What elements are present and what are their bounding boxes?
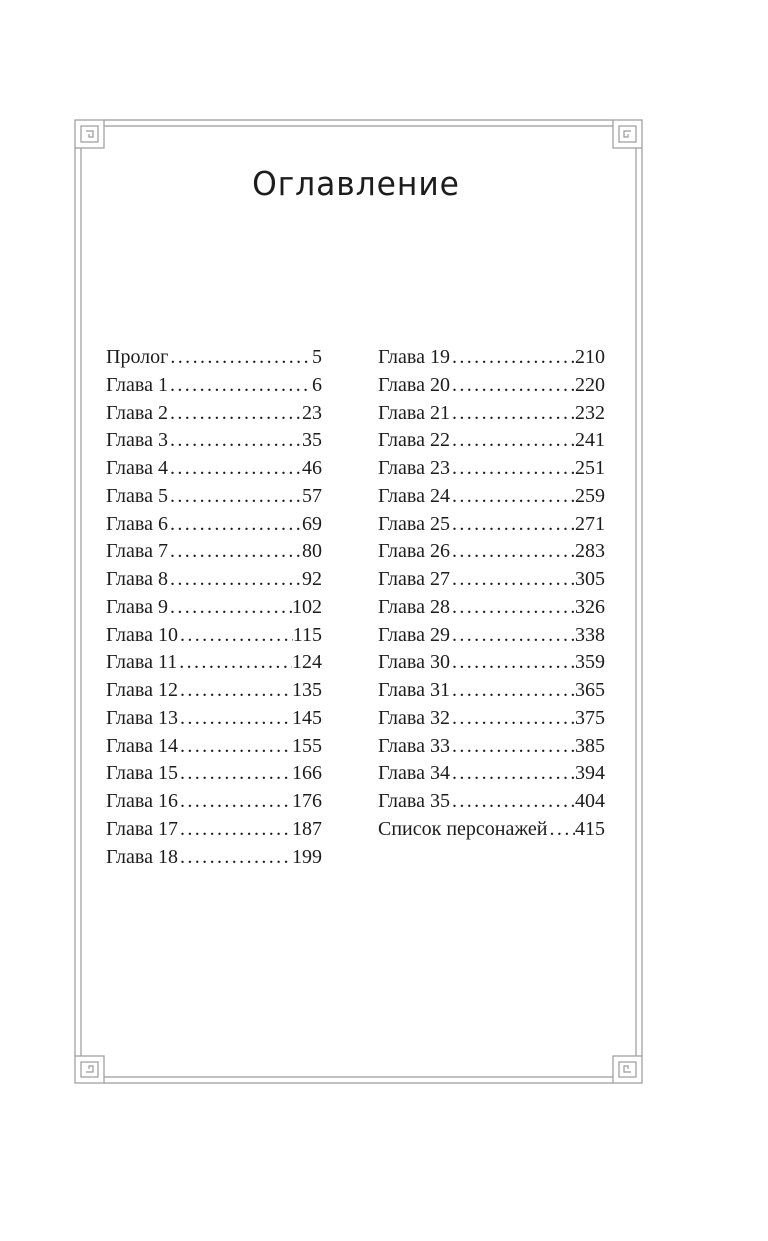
toc-entry-label: Глава 1 bbox=[106, 373, 168, 396]
toc-dot-leader bbox=[450, 455, 575, 483]
toc-entry bbox=[378, 483, 605, 511]
toc-dot-leader bbox=[168, 538, 302, 566]
toc-entry bbox=[378, 649, 605, 677]
toc-dot-leader bbox=[168, 566, 302, 594]
toc-dot-leader bbox=[168, 511, 302, 539]
toc-entry-page-number: 80 bbox=[302, 540, 322, 563]
toc-entry bbox=[378, 677, 605, 705]
toc-entry bbox=[378, 594, 605, 622]
toc-entry-page-number: 102 bbox=[292, 595, 322, 618]
toc-entry-page-number: 326 bbox=[575, 595, 605, 618]
toc-entry-label: Глава 35 bbox=[378, 790, 450, 812]
toc-entry-label: Глава 14 bbox=[106, 734, 178, 757]
toc-dot-leader bbox=[450, 649, 575, 677]
toc-entry bbox=[378, 538, 605, 566]
toc-entry bbox=[106, 760, 322, 788]
toc-dot-leader bbox=[178, 677, 292, 705]
toc-entry-page-number: 187 bbox=[292, 817, 322, 840]
toc-dot-leader bbox=[168, 483, 302, 511]
toc-dot-leader bbox=[168, 594, 292, 622]
corner-ornament-bottom-right bbox=[613, 1056, 642, 1083]
toc-entry-label: Глава 8 bbox=[106, 568, 168, 590]
toc-entry-page-number: 23 bbox=[302, 401, 322, 424]
toc-entry-label: Список персонажей bbox=[378, 817, 548, 840]
toc-entry-page-number: 176 bbox=[292, 790, 322, 812]
toc-entry-page-number: 375 bbox=[575, 706, 605, 729]
toc-entry-label: Глава 28 bbox=[378, 595, 450, 618]
toc-entry-label: Глава 11 bbox=[106, 651, 178, 674]
toc-entry-label: Глава 7 bbox=[106, 540, 168, 563]
toc-dot-leader bbox=[450, 566, 575, 594]
toc-dot-leader bbox=[178, 844, 292, 872]
toc-entry-page-number: 115 bbox=[292, 623, 322, 646]
toc-dot-leader bbox=[450, 594, 575, 622]
toc-entry-page-number: 145 bbox=[292, 706, 322, 729]
toc-dot-leader bbox=[450, 788, 575, 816]
toc-column-right bbox=[378, 344, 605, 844]
toc-entry bbox=[378, 816, 605, 844]
toc-dot-leader bbox=[548, 816, 575, 844]
toc-entry-label: Глава 23 bbox=[378, 457, 450, 479]
toc-dot-leader bbox=[177, 649, 292, 677]
toc-dot-leader bbox=[168, 455, 302, 483]
toc-dot-leader bbox=[178, 788, 292, 816]
toc-entry-page-number: 359 bbox=[575, 651, 605, 674]
toc-entry bbox=[378, 733, 605, 761]
toc-entry-label: Глава 30 bbox=[378, 651, 450, 674]
toc-entry-label: Глава 13 bbox=[106, 706, 178, 729]
toc-entry-page-number: 338 bbox=[575, 623, 605, 646]
toc-entry-page-number: 124 bbox=[292, 651, 322, 674]
toc-dot-leader bbox=[450, 538, 575, 566]
toc-dot-leader bbox=[168, 344, 312, 372]
toc-entry-page-number: 92 bbox=[302, 568, 322, 590]
toc-entry-page-number: 385 bbox=[575, 734, 605, 757]
corner-ornament-bottom-left bbox=[75, 1056, 104, 1083]
toc-dot-leader bbox=[178, 733, 292, 761]
toc-entry-label: Глава 16 bbox=[106, 790, 178, 812]
toc-entry-page-number: 46 bbox=[302, 457, 322, 479]
toc-dot-leader bbox=[450, 760, 575, 788]
toc-entry-label: Глава 22 bbox=[378, 429, 450, 452]
toc-entry bbox=[378, 622, 605, 650]
toc-entry-page-number: 135 bbox=[292, 679, 322, 701]
toc-entry-label: Глава 29 bbox=[378, 623, 450, 646]
toc-entry-label: Глава 2 bbox=[106, 401, 168, 424]
toc-entry-label: Глава 27 bbox=[378, 568, 450, 590]
toc-entry bbox=[106, 483, 322, 511]
toc-entry-page-number: 251 bbox=[575, 457, 605, 479]
toc-dot-leader bbox=[178, 816, 292, 844]
toc-entry-label: Глава 19 bbox=[378, 346, 450, 368]
toc-entry-label: Глава 20 bbox=[378, 373, 450, 396]
toc-entry-page-number: 415 bbox=[575, 817, 605, 840]
toc-entry-label: Глава 12 bbox=[106, 679, 178, 701]
toc-entry-page-number: 69 bbox=[302, 512, 322, 535]
toc-entry-label: Пролог bbox=[106, 346, 169, 368]
toc-entry-page-number: 259 bbox=[575, 484, 605, 507]
toc-entry bbox=[106, 344, 322, 372]
toc-entry-label: Глава 26 bbox=[378, 540, 450, 563]
toc-entry bbox=[106, 816, 322, 844]
toc-entry bbox=[378, 400, 605, 428]
toc-dot-leader bbox=[450, 427, 575, 455]
toc-entry-label: Глава 10 bbox=[106, 623, 178, 646]
toc-entry bbox=[106, 677, 322, 705]
toc-dot-leader bbox=[450, 622, 575, 650]
toc-entry-page-number: 271 bbox=[575, 512, 605, 535]
toc-entry bbox=[106, 400, 322, 428]
toc-entry bbox=[106, 455, 322, 483]
toc-entry bbox=[106, 844, 322, 872]
toc-entry-page-number: 404 bbox=[575, 790, 605, 812]
toc-entry-label: Глава 32 bbox=[378, 706, 450, 729]
toc-entry-page-number: 210 bbox=[575, 346, 605, 368]
toc-entry bbox=[378, 705, 605, 733]
corner-ornament-top-right bbox=[613, 120, 642, 148]
toc-entry-label: Глава 33 bbox=[378, 734, 450, 757]
toc-entry bbox=[378, 760, 605, 788]
toc-entry bbox=[106, 705, 322, 733]
toc-entry bbox=[106, 649, 322, 677]
toc-entry bbox=[106, 372, 322, 400]
toc-entry-page-number: 199 bbox=[292, 845, 322, 868]
toc-entry bbox=[378, 344, 605, 372]
toc-entry-page-number: 6 bbox=[312, 373, 322, 396]
toc-dot-leader bbox=[178, 622, 293, 650]
toc-entry-label: Глава 34 bbox=[378, 762, 450, 785]
toc-entry-page-number: 365 bbox=[575, 679, 605, 701]
toc-entry bbox=[106, 594, 322, 622]
toc-dot-leader bbox=[450, 400, 575, 428]
toc-entry-page-number: 232 bbox=[575, 401, 605, 424]
toc-entry-label: Глава 3 bbox=[106, 429, 168, 452]
toc-entry-label: Глава 31 bbox=[378, 679, 450, 701]
corner-ornament-top-left bbox=[75, 120, 104, 148]
toc-dot-leader bbox=[168, 400, 302, 428]
toc-entry bbox=[106, 566, 322, 594]
toc-entry-page-number: 5 bbox=[312, 346, 322, 368]
toc-dot-leader bbox=[450, 677, 575, 705]
toc-entry-label: Глава 21 bbox=[378, 401, 450, 424]
toc-entry-label: Глава 18 bbox=[106, 845, 178, 868]
toc-entry bbox=[106, 538, 322, 566]
toc-entry bbox=[378, 427, 605, 455]
toc-entry-label: Глава 25 bbox=[378, 512, 450, 535]
toc-entry-label: Глава 5 bbox=[106, 484, 168, 507]
toc-entry bbox=[378, 788, 605, 816]
toc-dot-leader bbox=[450, 511, 575, 539]
toc-dot-leader bbox=[450, 705, 575, 733]
toc-entry-page-number: 166 bbox=[292, 762, 322, 785]
toc-entry-page-number: 283 bbox=[575, 540, 605, 563]
toc-dot-leader bbox=[178, 760, 292, 788]
toc-dot-leader bbox=[450, 483, 575, 511]
toc-entry-page-number: 394 bbox=[575, 762, 605, 785]
toc-entry-page-number: 155 bbox=[292, 734, 322, 757]
toc-column-left bbox=[106, 344, 322, 871]
toc-entry bbox=[106, 733, 322, 761]
toc-entry-label: Глава 4 bbox=[106, 457, 168, 479]
toc-entry-page-number: 241 bbox=[575, 429, 605, 452]
toc-dot-leader bbox=[178, 705, 292, 733]
toc-entry bbox=[106, 788, 322, 816]
toc-entry-page-number: 35 bbox=[302, 429, 322, 452]
toc-dot-leader bbox=[168, 372, 312, 400]
toc-entry bbox=[106, 622, 322, 650]
toc-entry-label: Глава 9 bbox=[106, 595, 168, 618]
toc-entry bbox=[106, 511, 322, 539]
toc-entry-label: Глава 15 bbox=[106, 762, 178, 785]
toc-entry bbox=[106, 427, 322, 455]
toc-entry bbox=[378, 372, 605, 400]
toc-entry-label: Глава 17 bbox=[106, 817, 178, 840]
toc-entry-label: Глава 6 bbox=[106, 512, 168, 535]
toc-entry-label: Глава 24 bbox=[378, 484, 450, 507]
toc-dot-leader bbox=[450, 344, 575, 372]
toc-entry bbox=[378, 511, 605, 539]
page-title: Оглавление bbox=[252, 164, 460, 204]
toc-dot-leader bbox=[450, 372, 575, 400]
toc-entry-page-number: 305 bbox=[575, 568, 605, 590]
toc-entry-page-number: 220 bbox=[575, 373, 605, 396]
toc-entry-page-number: 57 bbox=[302, 484, 322, 507]
toc-entry bbox=[378, 455, 605, 483]
toc-entry bbox=[378, 566, 605, 594]
toc-dot-leader bbox=[450, 733, 575, 761]
toc-dot-leader bbox=[168, 427, 302, 455]
